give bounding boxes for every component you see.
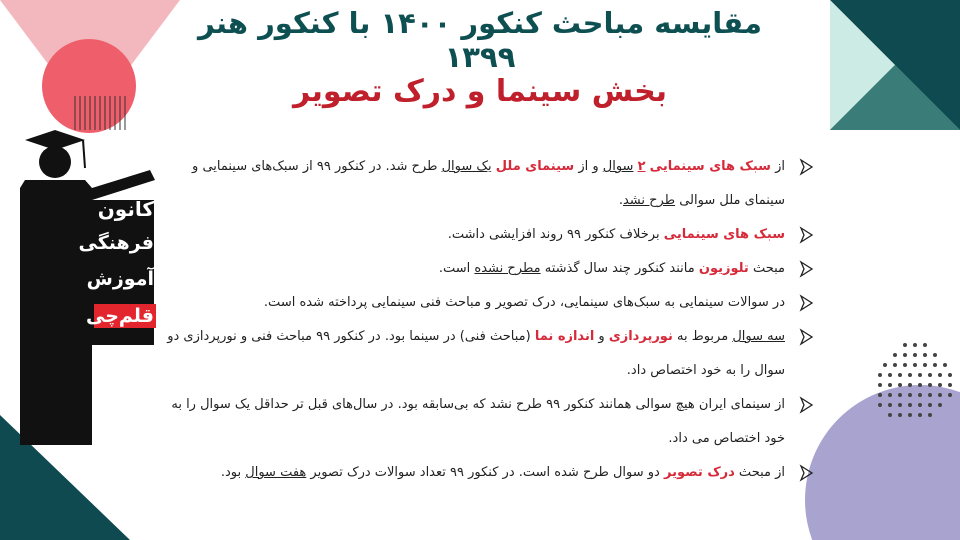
bullet-text-segment: مانند کنکور چند سال گذشته: [540, 261, 699, 276]
page-subtitle: بخش سینما و درک تصویر: [292, 74, 668, 109]
bullet-item: [160, 252, 820, 286]
bullet-text-segment: بود.: [220, 465, 246, 480]
bullet-text-segment: سبک های سینمایی: [663, 227, 785, 242]
bullet-text-segment: نورپردازی: [608, 329, 673, 344]
bullet-text-segment: سه سوال: [732, 329, 785, 344]
bullet-text-segment: دو سوال طرح شده است. در کنکور ۹۹ تعداد سوالات درک تصویر: [306, 465, 664, 480]
bullet-text-segment: از سینمای ایران هیچ سوالی همانند کنکور ۹۹ طرح نشد که بی‌سابقه بود. در سال‌های قبل تر حداقل یک سوال را به خود اختصاص می داد.: [171, 397, 785, 446]
bullet-text-segment: مربوط به: [672, 329, 733, 344]
bullet-text-segment: طرح شد. در کنکور ۹۹ از سبک‌های سینمایی و سینمای ملل سوالی: [192, 159, 785, 208]
bullet-text-segment: از: [770, 159, 785, 174]
bullet-text-segment: برخلاف کنکور ۹۹ روند افزایشی داشت.: [447, 227, 664, 242]
bullet-item: [160, 286, 820, 320]
bullet-item: [160, 150, 820, 218]
bullet-text-segment: تلوزیون: [698, 261, 749, 276]
arrow-bullet-icon: [798, 286, 816, 320]
arrow-bullet-icon: [798, 150, 816, 184]
arrow-bullet-icon: [798, 252, 816, 286]
logo-line-3: آموزش: [86, 268, 154, 290]
logo-line-2: فرهنگی: [78, 232, 154, 254]
bullet-list: [160, 150, 820, 490]
bullet-text-segment: سبک های سینمایی: [649, 159, 771, 174]
bullet-text-segment: و از: [574, 159, 603, 174]
bullet-text-segment: ۲: [637, 159, 646, 174]
bullet-text-segment: مبحث: [748, 261, 785, 276]
bullet-text-segment: طرح نشد: [622, 193, 676, 208]
bullet-text-segment: در سوالات سینمایی به سبک‌های سینمایی، درک تصویر و مباحث فنی سینمایی پرداخته شده است.: [263, 295, 785, 310]
arrow-bullet-icon: [798, 218, 816, 252]
logo-line-4: قلم‌چی: [85, 305, 154, 327]
lavender-circle-shape: [805, 385, 960, 540]
bullet-text-segment: سوال: [602, 159, 634, 174]
bullet-text-segment: هفت سوال: [245, 465, 307, 480]
bullet-text-segment: اندازه نما: [534, 329, 595, 344]
bullet-text-segment: یک سوال: [441, 159, 492, 174]
bullet-text-segment: درک تصویر: [663, 465, 735, 480]
bullet-text-segment: .: [618, 193, 623, 208]
bullet-text-segment: و: [594, 329, 609, 344]
bullet-text-segment: از مبحث: [734, 465, 785, 480]
bullet-text-segment: سینمای ملل: [495, 159, 575, 174]
coral-circle-shape: [42, 39, 136, 133]
bullet-item: [160, 218, 820, 252]
bullet-text-segment: مطرح نشده: [474, 261, 541, 276]
arrow-bullet-icon: [798, 320, 816, 354]
arrow-bullet-icon: [798, 388, 816, 422]
bullet-text-segment: (مباحث فنی) در سینما بود. در کنکور ۹۹ مباحث فنی و نورپردازی دو سوال را به خود اختصاص داد.: [167, 329, 785, 378]
arrow-bullet-icon: [798, 456, 816, 490]
bullet-text-segment: است.: [438, 261, 475, 276]
logo-line-1: کانون: [97, 197, 154, 221]
bullet-item: [160, 320, 820, 388]
bullet-item: [160, 456, 820, 490]
page-title: مقایسه مباحث کنکور ۱۴۰۰ با کنکور هنر ۱۳۹۹: [197, 6, 763, 74]
bullet-item: [160, 388, 820, 456]
